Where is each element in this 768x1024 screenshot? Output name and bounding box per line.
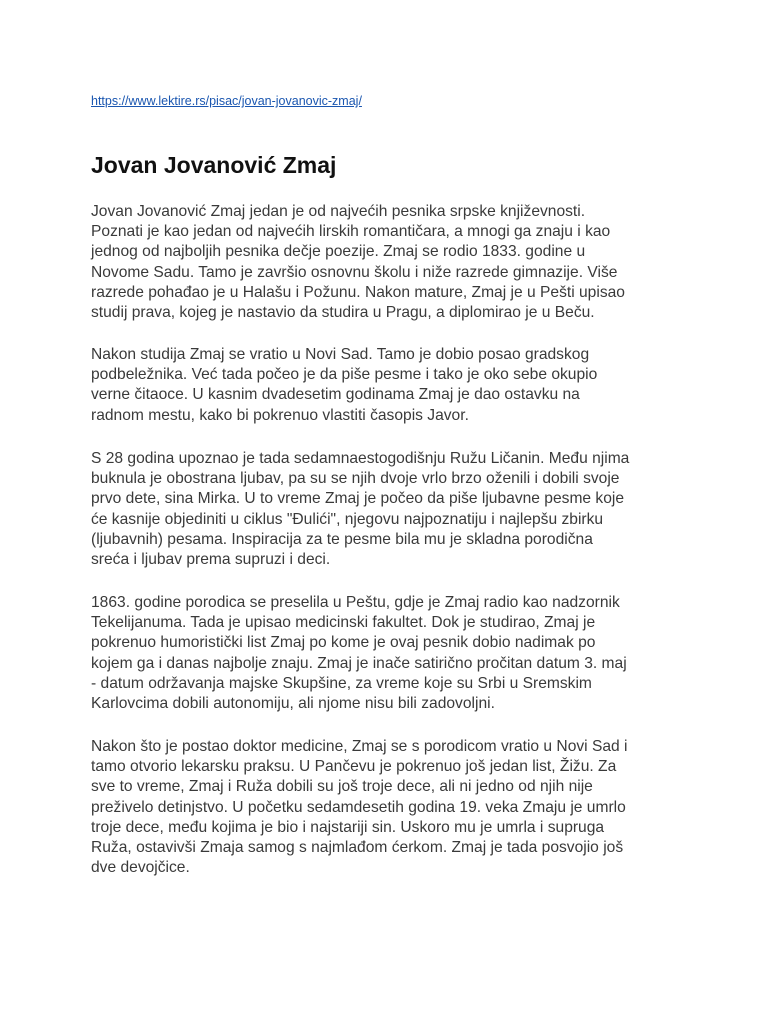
text-line: jednog od najboljih pesnika dečje poezije. Zmaj se rodio 1833. godine u — [91, 243, 586, 261]
text-line: razrede pohađao je u Halašu i Požunu. Nakon mature, Zmaj je u Pešti upisao — [91, 283, 625, 301]
page-title: Jovan Jovanović Zmaj — [91, 152, 337, 178]
text-line: Novome Sadu. Tamo je završio osnovnu školu i niže razrede gimnazije. Više — [91, 263, 618, 281]
text-line: Nakon što je postao doktor medicine, Zmaj se s porodicom vratio u Novi Sad i — [91, 738, 628, 755]
source-link[interactable]: https://www.lektire.rs/pisac/jovan-jovanovic-zmaj/ — [91, 94, 362, 108]
text-line: (ljubavnih) pesama. Inspiracija za te pesme bila mu je skladna porodična — [91, 530, 593, 548]
text-line: tamo otvorio lekarsku praksu. U Pančevu je pokrenuo još jedan list, Žižu. Za — [91, 758, 617, 776]
paragraph-1 — [91, 202, 691, 323]
text-line: verne čitaoce. U kasnim dvadesetim godinama Zmaj je dao ostavku na — [91, 386, 580, 404]
text-line: Ruža, ostavivši Zmaja samog s najmlađom ćerkom. Zmaj je tada posvojio još — [91, 839, 624, 857]
text-line: preživelo detinjstvo. U početku sedamdesetih godina 19. veka Zmaju je umrlo — [91, 798, 626, 816]
text-line: sreća i ljubav prema supruzi i deci. — [91, 551, 331, 569]
paragraph-2 — [91, 345, 691, 426]
text-line: S 28 godina upoznao je tada sedamnaestogodišnju Ružu Ličanin. Među njima — [91, 450, 630, 467]
text-line: će kasnije objediniti u ciklus "Đulići", njegovu najpoznatiju i najlepšu zbirku — [91, 510, 604, 528]
text-line: sve to vreme, Zmaj i Ruža dobili su još troje dece, ali ni jedno od njih nije — [91, 778, 593, 796]
text-line: Poznati je kao jedan od najvećih lirskih romantičara, a mnogi ga znaju i kao — [91, 223, 611, 241]
text-line: Tekelijanuma. Tada je upisao medicinski fakultet. Dok je studirao, Zmaj je — [91, 614, 596, 632]
text-line: Jovan Jovanović Zmaj jedan je od najvećih pesnika srpske književnosti. — [91, 203, 586, 220]
text-line: podbeležnika. Već tada počeo je da piše pesme i tako je oko sebe okupio — [91, 366, 598, 384]
text-line: Karlovcima dobili autonomiju, ali njome nisu bili zadovoljni. — [91, 695, 495, 713]
paragraph-5 — [91, 737, 691, 878]
paragraph-3 — [91, 449, 691, 570]
paragraph-4 — [91, 593, 691, 714]
text-line: pokrenuo humoristički list Zmaj po kome je ovaj pesnik dobio nadimak po — [91, 634, 596, 652]
text-line: studij prava, kojeg je nastavio da studira u Pragu, a diplomirao je u Beču. — [91, 304, 595, 322]
text-line: dve devojčice. — [91, 859, 190, 877]
text-line: kojem ga i danas najbolje znaju. Zmaj je inače satirično pročitan datum 3. maj — [91, 654, 627, 672]
text-line: radnom mestu, kako bi pokrenuo vlastiti časopis Javor. — [91, 406, 469, 424]
text-line: prvo dete, sina Mirka. U to vreme Zmaj je počeo da piše ljubavne pesme koje — [91, 490, 625, 508]
text-line: - datum održavanja majske Skupšine, za vreme koje su Srbi u Sremskim — [91, 674, 592, 692]
text-line: troje dece, među kojima je bio i najstariji sin. Uskoro mu je umrla i supruga — [91, 818, 605, 836]
text-line: 1863. godine porodica se preselila u Peštu, gdje je Zmaj radio kao nadzornik — [91, 594, 620, 611]
text-line: Nakon studija Zmaj se vratio u Novi Sad. Tamo je dobio posao gradskog — [91, 346, 590, 363]
text-line: buknula je obostrana ljubav, pa su se njih dvoje vrlo brzo oženili i dobili svoje — [91, 470, 620, 488]
